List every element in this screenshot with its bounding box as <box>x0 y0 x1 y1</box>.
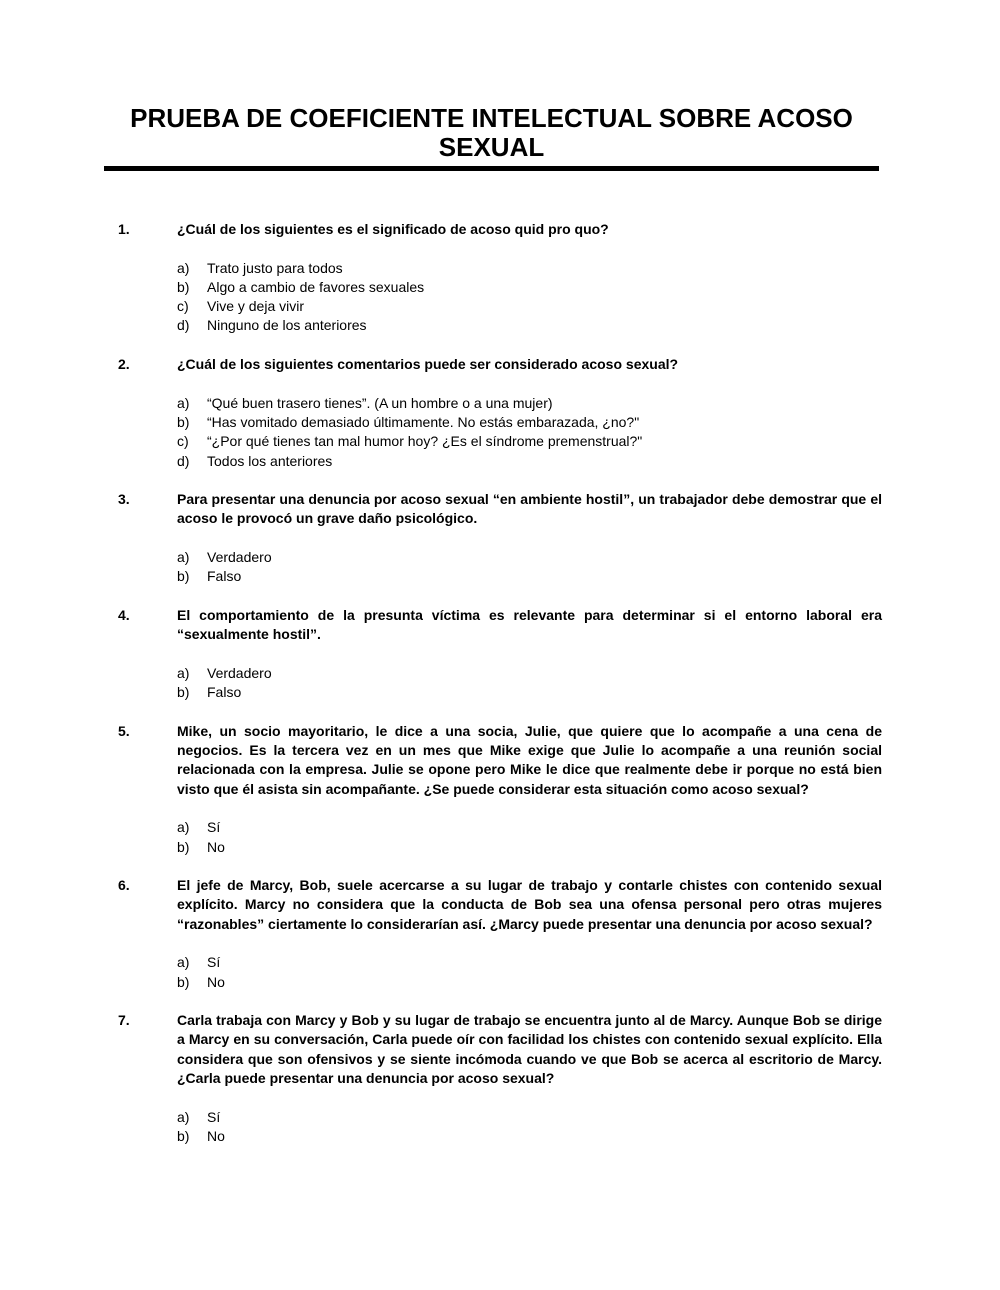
option-letter: d) <box>177 452 190 469</box>
question-header <box>118 355 882 374</box>
question-block <box>118 722 882 857</box>
question-number: 2. <box>118 356 130 373</box>
option-item <box>177 818 882 837</box>
option-letter: a) <box>177 259 190 276</box>
question-header <box>118 1011 882 1088</box>
option-item <box>177 278 882 297</box>
options-list <box>177 818 882 857</box>
question-block <box>118 490 882 586</box>
option-letter: a) <box>177 954 190 971</box>
question-number: 3. <box>118 491 130 508</box>
option-letter: a) <box>177 819 190 836</box>
option-text: “Has vomitado demasiado últimamente. No estás embarazada, ¿no?" <box>207 413 640 430</box>
option-letter: b) <box>177 278 190 295</box>
option-letter: b) <box>177 838 190 855</box>
option-text: No <box>207 973 225 990</box>
question-header <box>118 490 882 529</box>
option-item <box>177 259 882 278</box>
option-text: “¿Por qué tienes tan mal humor hoy? ¿Es el síndrome premenstrual?" <box>207 433 643 450</box>
question-list <box>118 220 882 1146</box>
option-item <box>177 683 882 702</box>
option-letter: c) <box>177 298 189 315</box>
option-item <box>177 297 882 316</box>
option-text: No <box>207 1127 225 1144</box>
option-letter: b) <box>177 1127 190 1144</box>
option-text: Trato justo para todos <box>207 259 343 276</box>
option-text: Vive y deja vivir <box>207 298 305 315</box>
question-text: Mike, un socio mayoritario, le dice a una socia, Julie, que quiere que lo acompañe a una cena de negocios. Es la tercera vez en un mes que Mike exige que Julie lo acompañe a una reunión social relacionada con la empresa. Julie se opone pero Mike le dice que realmente debe ir porque no está bien visto que él asista sin acompañante. ¿Se puede considerar esta situación como acoso sexual? <box>177 722 882 797</box>
option-text: Ninguno de los anteriores <box>207 317 367 334</box>
option-item <box>177 316 882 335</box>
option-letter: a) <box>177 1108 190 1125</box>
option-item <box>177 953 882 972</box>
option-item <box>177 413 882 432</box>
option-letter: d) <box>177 317 190 334</box>
question-number: 1. <box>118 221 130 237</box>
option-text: Verdadero <box>207 549 272 566</box>
question-number: 5. <box>118 722 130 739</box>
question-block <box>118 606 882 702</box>
option-letter: b) <box>177 973 190 990</box>
question-header <box>118 876 882 934</box>
question-number: 6. <box>118 877 130 894</box>
option-item <box>177 838 882 857</box>
question-text: Carla trabaja con Marcy y Bob y su lugar de trabajo se encuentra junto al de Marcy. Aunque Bob se dirige a Marcy en su conversación, Carla puede oír con facilidad los chistes con contenido sexual explícito. Ella considera que son ofensivos y se siente incómoda cuando ve que Bob se acerca al escritorio de Marcy. ¿Carla puede presentar una denuncia por acoso sexual? <box>177 1012 882 1087</box>
option-item <box>177 548 882 567</box>
option-text: Verdadero <box>207 664 272 681</box>
options-list <box>177 394 882 471</box>
option-letter: b) <box>177 413 190 430</box>
option-text: “Qué buen trasero tienes”. (A un hombre o a una mujer) <box>207 394 553 411</box>
option-item <box>177 432 882 451</box>
question-text: El jefe de Marcy, Bob, suele acercarse a su lugar de trabajo y contarle chistes con contenido sexual explícito. Marcy no considera que la conducta de Bob sea una ofensa personal pero otras mujeres “razonables” ciertamente lo considerarían así. ¿Marcy puede presentar una denuncia por acoso sexual? <box>177 877 882 932</box>
question-text: ¿Cuál de los siguientes es el significado de acoso quid pro quo? <box>177 221 609 237</box>
option-letter: b) <box>177 568 190 585</box>
question-text: El comportamiento de la presunta víctima es relevante para determinar si el entorno laboral era “sexualmente hostil”. <box>177 606 882 643</box>
question-header <box>118 606 882 645</box>
question-header <box>118 722 882 799</box>
question-number: 7. <box>118 1012 130 1029</box>
question-text: Para presentar una denuncia por acoso sexual “en ambiente hostil”, un trabajador debe demostrar que el acoso le provocó un grave daño psicológico. <box>177 491 882 527</box>
option-item <box>177 1108 882 1127</box>
option-letter: b) <box>177 684 190 701</box>
question-block <box>118 1011 882 1146</box>
option-text: Falso <box>207 568 242 585</box>
option-text: Sí <box>207 819 221 836</box>
options-list <box>177 664 882 703</box>
question-text: ¿Cuál de los siguientes comentarios puede ser considerado acoso sexual? <box>177 356 679 373</box>
option-item <box>177 973 882 992</box>
question-block <box>118 876 882 992</box>
question-block <box>118 355 882 471</box>
page-title: PRUEBA DE COEFICIENTE INTELECTUAL SOBRE ACOSO SEXUAL <box>104 104 879 171</box>
option-text: Falso <box>207 684 242 701</box>
option-letter: a) <box>177 664 190 681</box>
option-item <box>177 452 882 471</box>
option-letter: c) <box>177 433 189 450</box>
option-text: Sí <box>207 1108 221 1125</box>
option-item <box>177 1127 882 1146</box>
option-text: Sí <box>207 954 221 971</box>
question-header <box>118 220 882 239</box>
options-list <box>177 953 882 992</box>
option-item <box>177 394 882 413</box>
options-list <box>177 259 882 336</box>
option-item <box>177 664 882 683</box>
option-letter: a) <box>177 394 190 411</box>
option-text: No <box>207 838 225 855</box>
question-block <box>118 220 882 336</box>
option-item <box>177 567 882 586</box>
option-letter: a) <box>177 549 190 566</box>
option-text: Todos los anteriores <box>207 452 333 469</box>
question-number: 4. <box>118 606 130 623</box>
options-list <box>177 548 882 587</box>
options-list <box>177 1108 882 1147</box>
option-text: Algo a cambio de favores sexuales <box>207 278 425 295</box>
